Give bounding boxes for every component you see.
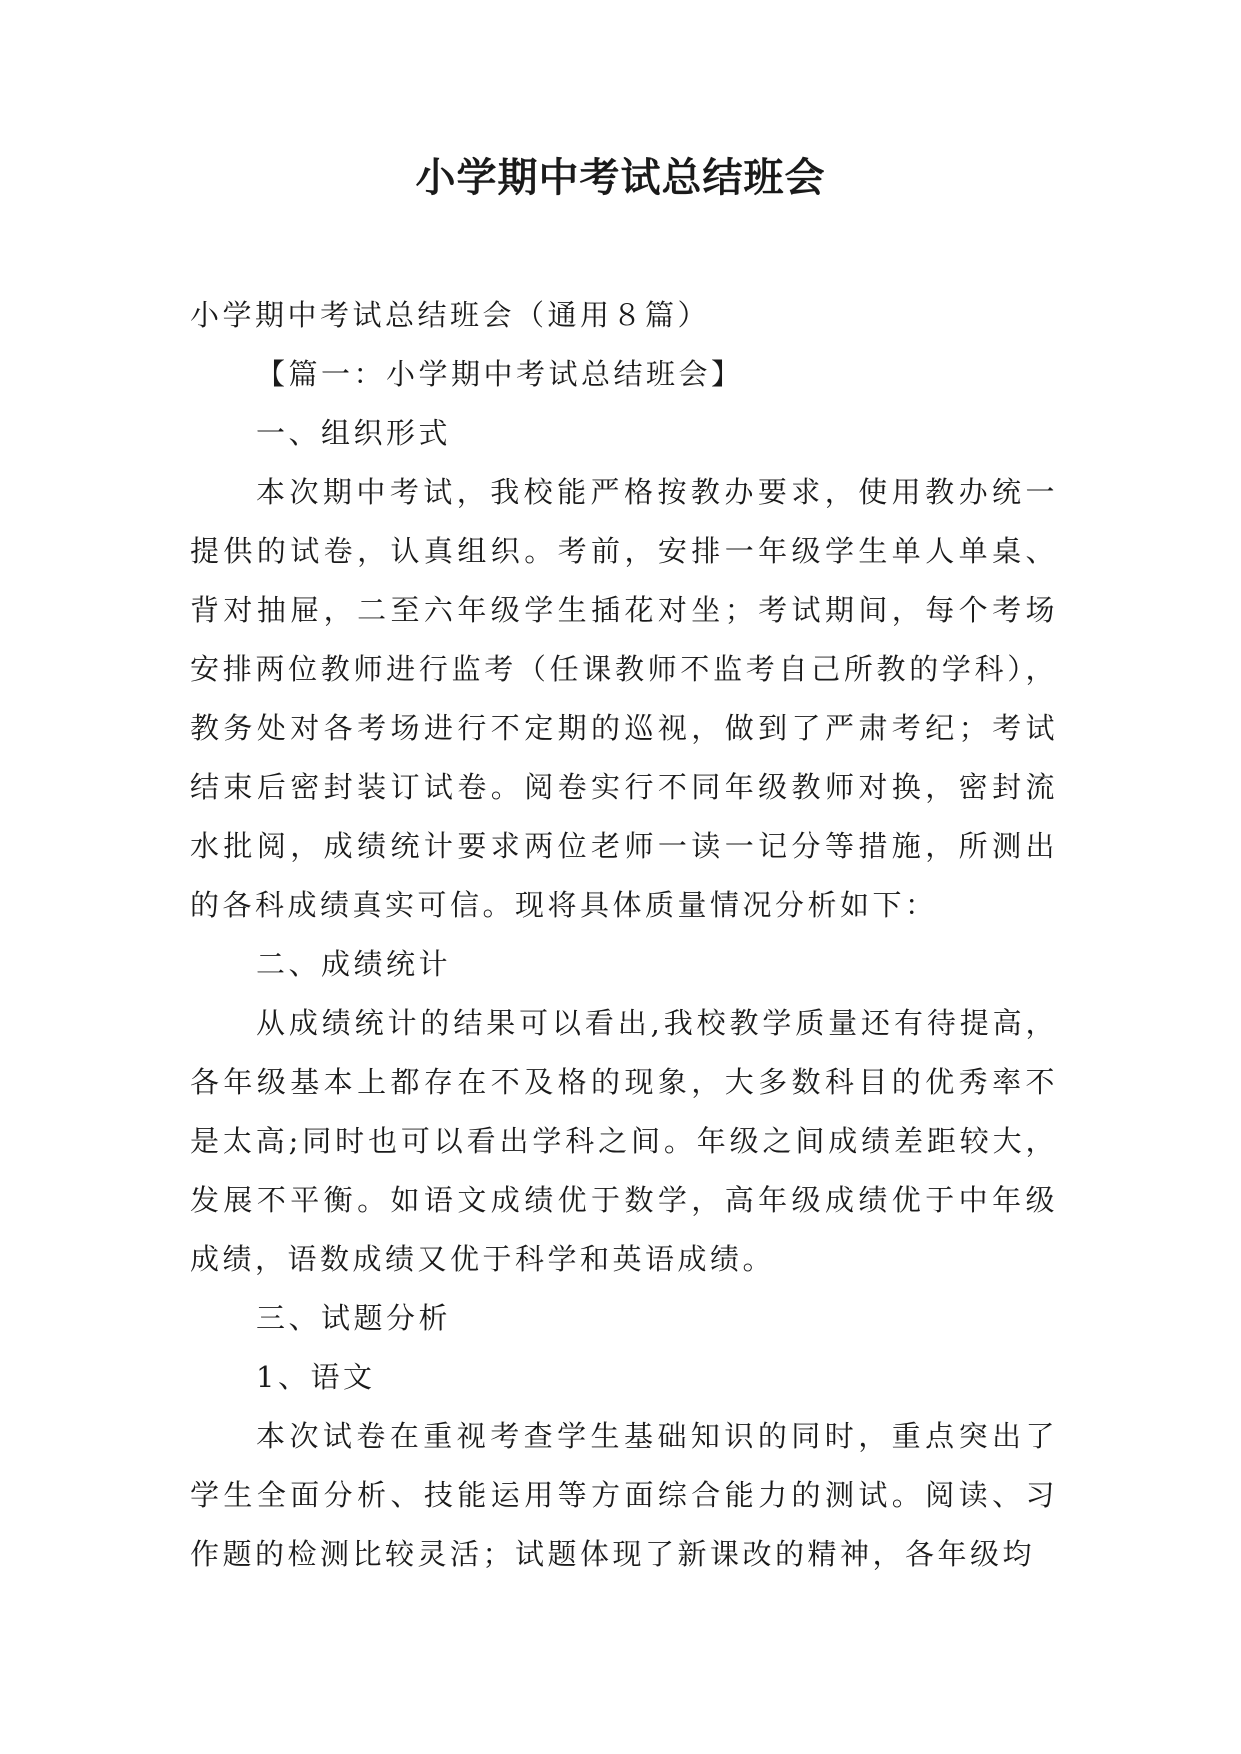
document-body	[190, 286, 1058, 1584]
document-subtitle: 小学期中考试总结班会（通用８篇）	[190, 298, 711, 332]
paragraph-organization: 本次期中考试，我校能严格按教办要求，使用教办统一提供的试卷，认真组织。考前，安排一年级学生单人单桌、背对抽屉，二至六年级学生插花对坐；考试期间，每个考场安排两位教师进行监考（任课教师不监考自己所教的学科），教务处对各考场进行不定期的巡视，做到了严肃考纪；考试结束后密封装订试卷。阅卷实行不同年级教师对换，密封流水批阅，成绩统计要求两位老师一读一记分等措施，所测出的各科成绩真实可信。现将具体质量情况分析如下：	[190, 475, 1058, 922]
document-title: 小学期中考试总结班会	[415, 154, 826, 201]
heading-exam-analysis: 三、试题分析	[256, 1301, 452, 1335]
paragraph-chinese-analysis: 本次试卷在重视考查学生基础知识的同时，重点突出了学生全面分析、技能运用等方面综合能力的测试。阅读、习作题的检测比较灵活；试题体现了新课改的精神，各年级均	[190, 1419, 1058, 1571]
heading-score-statistics: 二、成绩统计	[256, 947, 452, 981]
paragraph-score-statistics: 从成绩统计的结果可以看出,我校教学质量还有待提高，各年级基本上都存在不及格的现象，大多数科目的优秀率不是太高;同时也可以看出学科之间。年级之间成绩差距较大，发展不平衡。如语文成绩优于数学，高年级成绩优于中年级成绩，语数成绩又优于科学和英语成绩。	[190, 1006, 1058, 1276]
section-heading-part-one: 【篇一：小学期中考试总结班会】	[256, 357, 744, 391]
heading-organization-form: 一、组织形式	[256, 416, 452, 450]
heading-chinese-subject: 1、语文	[256, 1360, 376, 1394]
